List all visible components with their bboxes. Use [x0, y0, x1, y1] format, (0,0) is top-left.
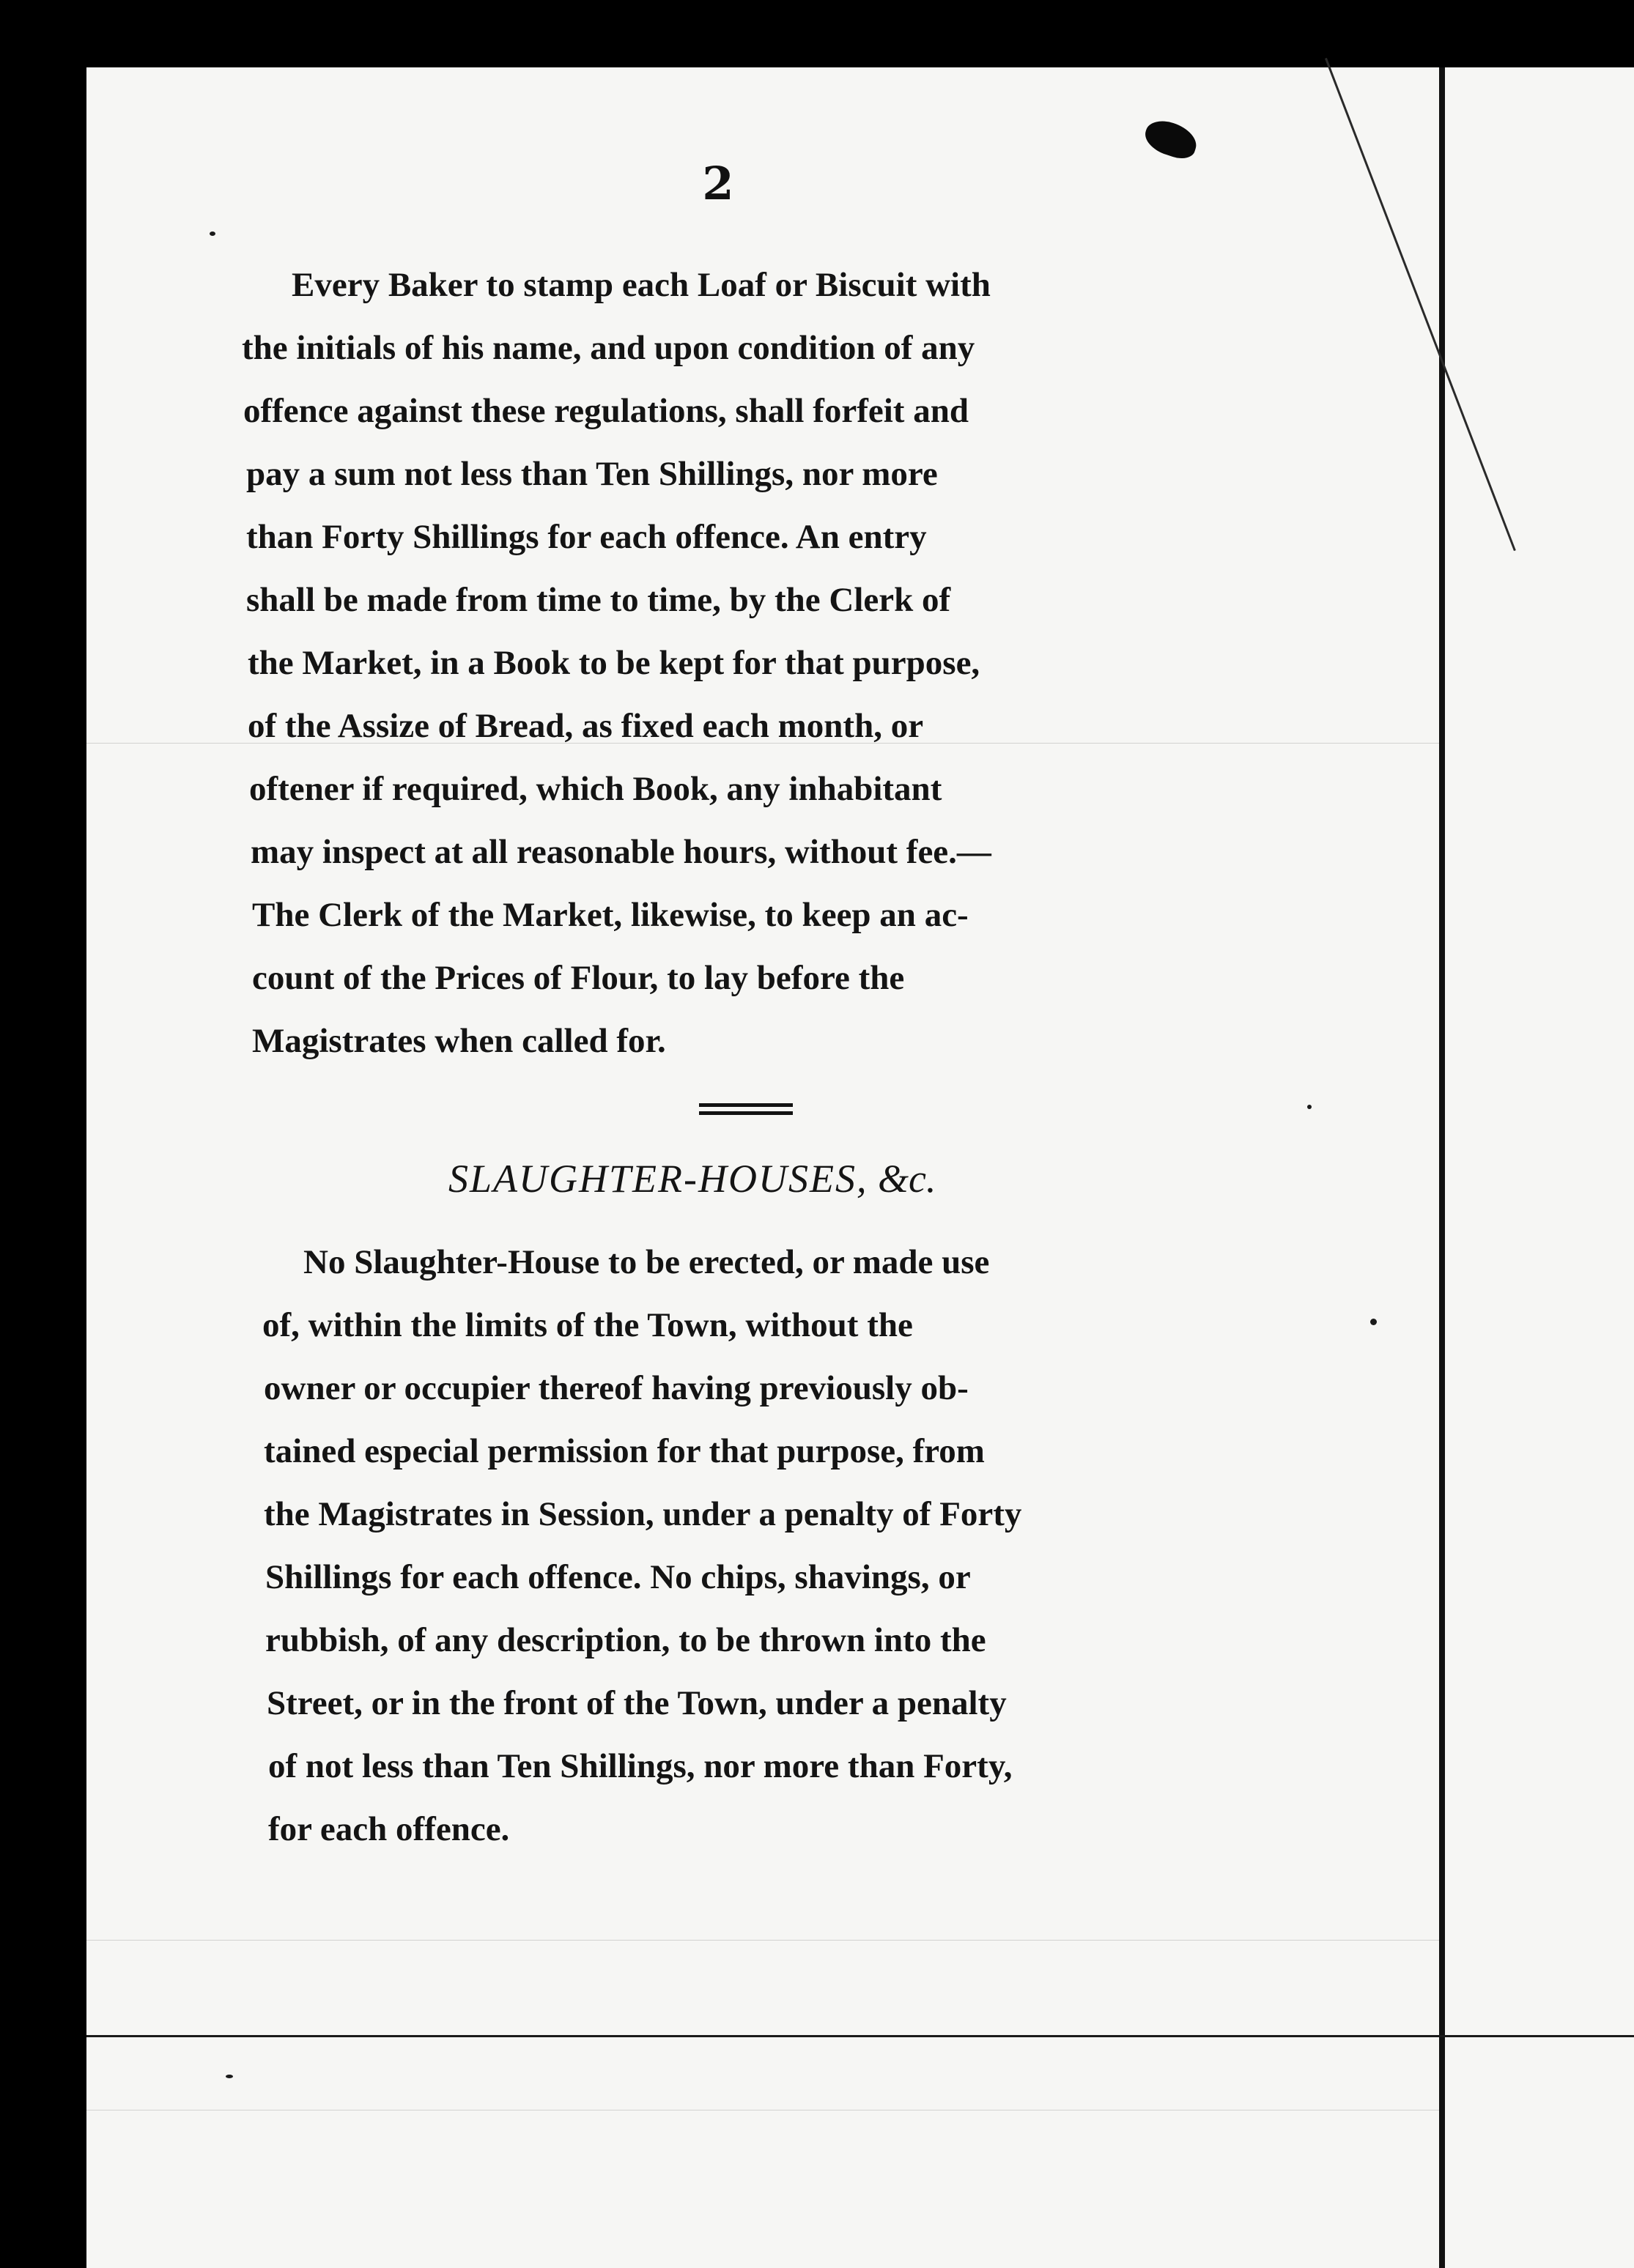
divider-bar [699, 1111, 793, 1115]
divider-bar [699, 1103, 793, 1107]
section-heading-title: SLAUGHTER-HOUSES, [448, 1157, 868, 1201]
section-divider [699, 1103, 793, 1116]
speck [210, 231, 215, 236]
text-line: The Clerk of the Market, likewise, to keep an ac- [252, 896, 969, 934]
text-line: rubbish, of any description, to be thrown into the [265, 1621, 986, 1659]
text-line: for each offence. [268, 1810, 510, 1848]
binding-edge-rule [1439, 67, 1445, 2268]
text-line: Shillings for each offence. No chips, shavings, or [265, 1558, 971, 1596]
text-line: shall be made from time to time, by the Clerk of [246, 581, 951, 619]
speck [1307, 1105, 1312, 1109]
bottom-edge-rule [86, 2035, 1634, 2037]
section-heading [448, 1156, 936, 1201]
text-line: of the Assize of Bread, as fixed each month, or [248, 707, 924, 745]
text-line: oftener if required, which Book, any inhabitant [249, 770, 942, 808]
text-line: of not less than Ten Shillings, nor more than Forty, [268, 1747, 1013, 1785]
text-line: pay a sum not less than Ten Shillings, nor more [246, 455, 938, 493]
speck [1370, 1319, 1377, 1325]
text-line: Magistrates when called for. [252, 1022, 666, 1060]
text-line: owner or occupier thereof having previously ob- [264, 1369, 969, 1407]
speck [226, 2075, 233, 2078]
text-line: count of the Prices of Flour, to lay before the [252, 959, 905, 997]
text-line: tained especial permission for that purpose, from [264, 1432, 985, 1470]
scan-artifact-line [86, 1940, 1439, 1941]
text-line: of, within the limits of the Town, without the [262, 1306, 913, 1344]
text-line: Street, or in the front of the Town, under a penalty [267, 1684, 1007, 1722]
page-number: 2 [702, 157, 734, 210]
text-line: the Market, in a Book to be kept for that purpose, [248, 644, 980, 682]
text-line: Every Baker to stamp each Loaf or Biscuit with [292, 266, 991, 304]
section-heading-suffix: &c. [877, 1157, 936, 1201]
text-line: the initials of his name, and upon condition of any [242, 329, 975, 367]
text-line: the Magistrates in Session, under a penalty of Forty [264, 1495, 1022, 1533]
text-line: may inspect at all reasonable hours, without fee.— [251, 833, 991, 871]
text-line: than Forty Shillings for each offence. An entry [246, 518, 927, 556]
text-line: No Slaughter-House to be erected, or made use [303, 1243, 990, 1281]
text-line: offence against these regulations, shall forfeit and [243, 392, 969, 430]
